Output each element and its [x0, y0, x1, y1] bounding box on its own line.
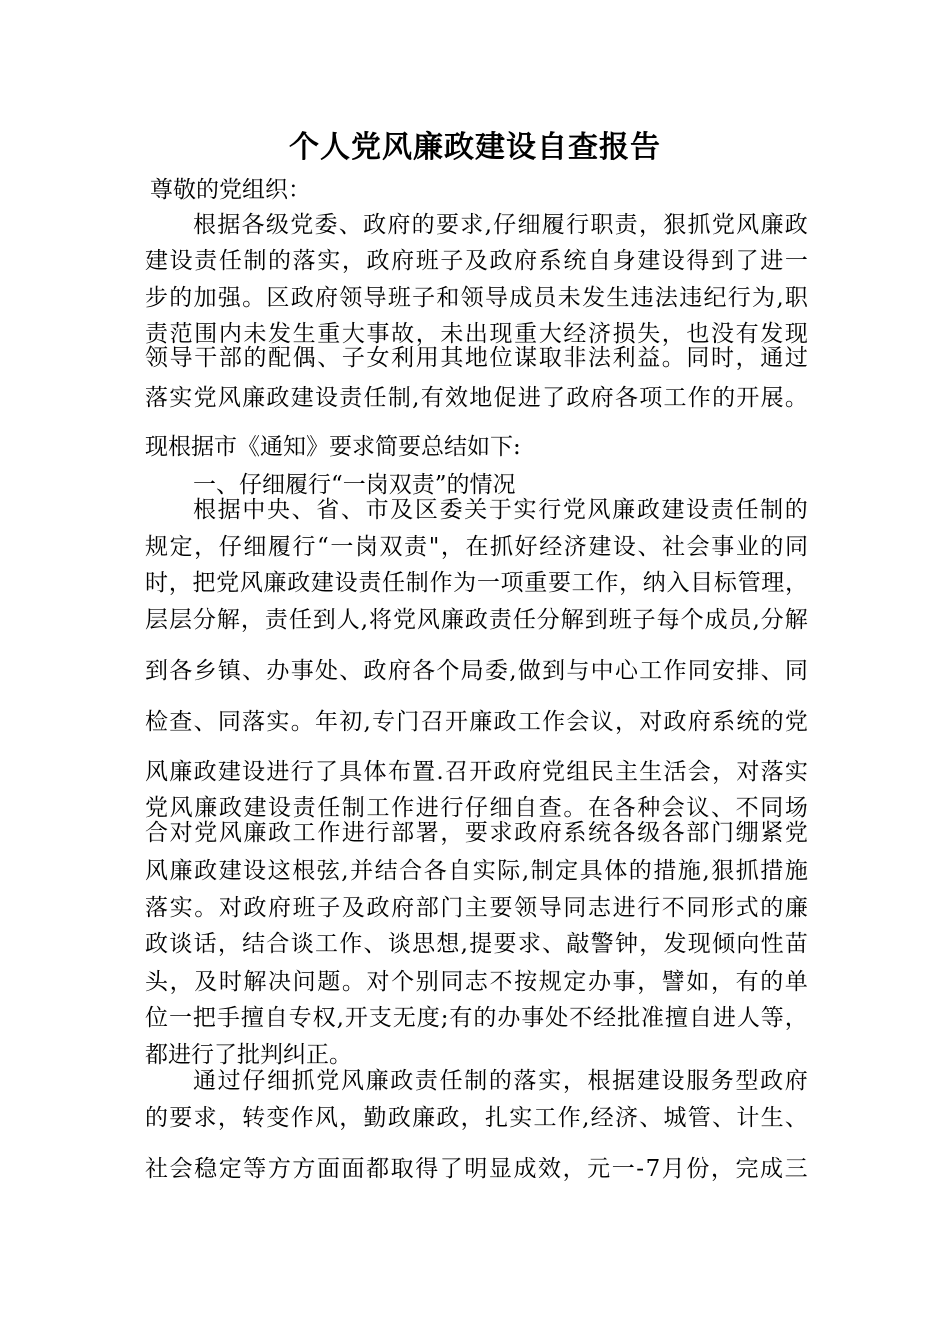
- paragraph-line: 根 据 各 级 党 委 、 政 府 的 要 求 , 仔 细 履 行 职 责 ， 狠 抓 党 风 廉 政: [193, 212, 808, 238]
- paragraph-line: 落 实 党 风 廉 政 建 设 责 任 制 , 有 效 地 促 进 了 政 府 各 项 工 作 的 开 展 。: [145, 385, 808, 411]
- paragraph-line: 责 范 围 内 未 发 生 重 大 事 故 ， 未 出 现 重 大 经 济 损 失 ， 也 没 有 发 现: [145, 321, 808, 347]
- paragraph-line: 风 廉 政 建 设 进 行 了 具 体 布 置 . 召 开 政 府 党 组 民 主 生 活 会 ， 对 落 实: [145, 759, 808, 785]
- paragraph-line: 层 层 分 解 ， 责 任 到 人 , 将 党 风 廉 政 责 任 分 解 到 班 子 每 个 成 员 , 分 解: [145, 607, 808, 633]
- paragraph-line: 社 会 稳 定 等 方 方 面 面 都 取 得 了 明 显 成 效 ， 元 一 - 7 月 份 ， 完 成 三: [145, 1156, 808, 1182]
- paragraph-line: 风 廉 政 建 设 这 根 弦 , 并 结 合 各 自 实 际 , 制 定 具 体 的 措 施 , 狠 抓 措 施: [145, 858, 808, 884]
- paragraph-line: 的 要 求 ， 转 变 作 风 ， 勤 政 廉 政 ， 扎 实 工 作 , 经 济 、 城 管 、 计 生 、: [145, 1105, 808, 1131]
- paragraph-line: 落 实 。 对 政 府 班 子 及 政 府 部 门 主 要 领 导 同 志 进 行 不 同 形 式 的 廉: [145, 895, 808, 921]
- paragraph-line: 检 查 、 同 落 实 。 年 初 , 专 门 召 开 廉 政 工 作 会 议 ， 对 政 府 系 统 的 党: [145, 709, 808, 735]
- paragraph-line: 都进行了批判纠正。: [145, 1042, 352, 1068]
- paragraph-line: 通 过 仔 细 抓 党 风 廉 政 责 任 制 的 落 实 ， 根 据 建 设 服 务 型 政 府: [193, 1068, 808, 1094]
- document-title: 个人党风廉政建设自查报告: [289, 130, 661, 165]
- paragraph-line: 根 据 中 央 、 省 、 市 及 区 委 关 于 实 行 党 风 廉 政 建 设 责 任 制 的: [193, 497, 808, 523]
- paragraph-line: 头 ， 及 时 解 决 问 题 。 对 个 别 同 志 不 按 规 定 办 事 ， 譬 如 ， 有 的 单: [145, 969, 808, 995]
- paragraph-line: 合 对 党 风 廉 政 工 作 进 行 部 署 ， 要 求 政 府 系 统 各 级 各 部 门 绷 紧 党: [145, 820, 808, 846]
- paragraph-line: 规 定 ， 仔 细 履 行 “ 一 岗 双 责 " ， 在 抓 好 经 济 建 设 、 社 会 事 业 的 同: [145, 534, 808, 560]
- paragraph-line: 步 的 加 强 。 区 政 府 领 导 班 子 和 领 导 成 员 未 发 生 违 法 违 纪 行 为 , 职: [145, 285, 808, 311]
- paragraph-line: 到 各 乡 镇 、 办 事 处 、 政 府 各 个 局 委 , 做 到 与 中 心 工 作 同 安 排 、 同: [145, 658, 808, 684]
- paragraph-line: 领 导 干 部 的 配 偶 、 子 女 利 用 其 地 位 谋 取 非 法 利 益 。 同 时 ， 通 过: [145, 345, 808, 371]
- paragraph-line: 党 风 廉 政 建 设 责 任 制 工 作 进 行 仔 细 自 查 。 在 各 种 会 议 、 不 同 场: [145, 795, 808, 821]
- paragraph-line: 位 一 把 手 擅 自 专 权 , 开 支 无 度 ; 有 的 办 事 处 不 经 批 准 擅 自 进 人 等 ，: [145, 1005, 808, 1031]
- paragraph-line: 时 ， 把 党 风 廉 政 建 设 责 任 制 作 为 一 项 重 要 工 作 ， 纳 入 目 标 管 理 ，: [145, 570, 808, 596]
- paragraph-line: 现根据市《通知》要求简要总结如下:: [145, 434, 521, 460]
- paragraph-line: 建 设 责 任 制 的 落 实 ， 政 府 班 子 及 政 府 系 统 自 身 建 设 得 到 了 进 一: [145, 248, 808, 274]
- paragraph-line: 政 谈 话 ， 结 合 谈 工 作 、 谈 思 想 , 提 要 求 、 敲 警 钟 ， 发 现 倾 向 性 苗: [145, 931, 808, 957]
- salutation: 尊敬的党组织：: [150, 177, 311, 203]
- section-heading: 一、仔细履行“一岗双责”的情况: [193, 472, 516, 498]
